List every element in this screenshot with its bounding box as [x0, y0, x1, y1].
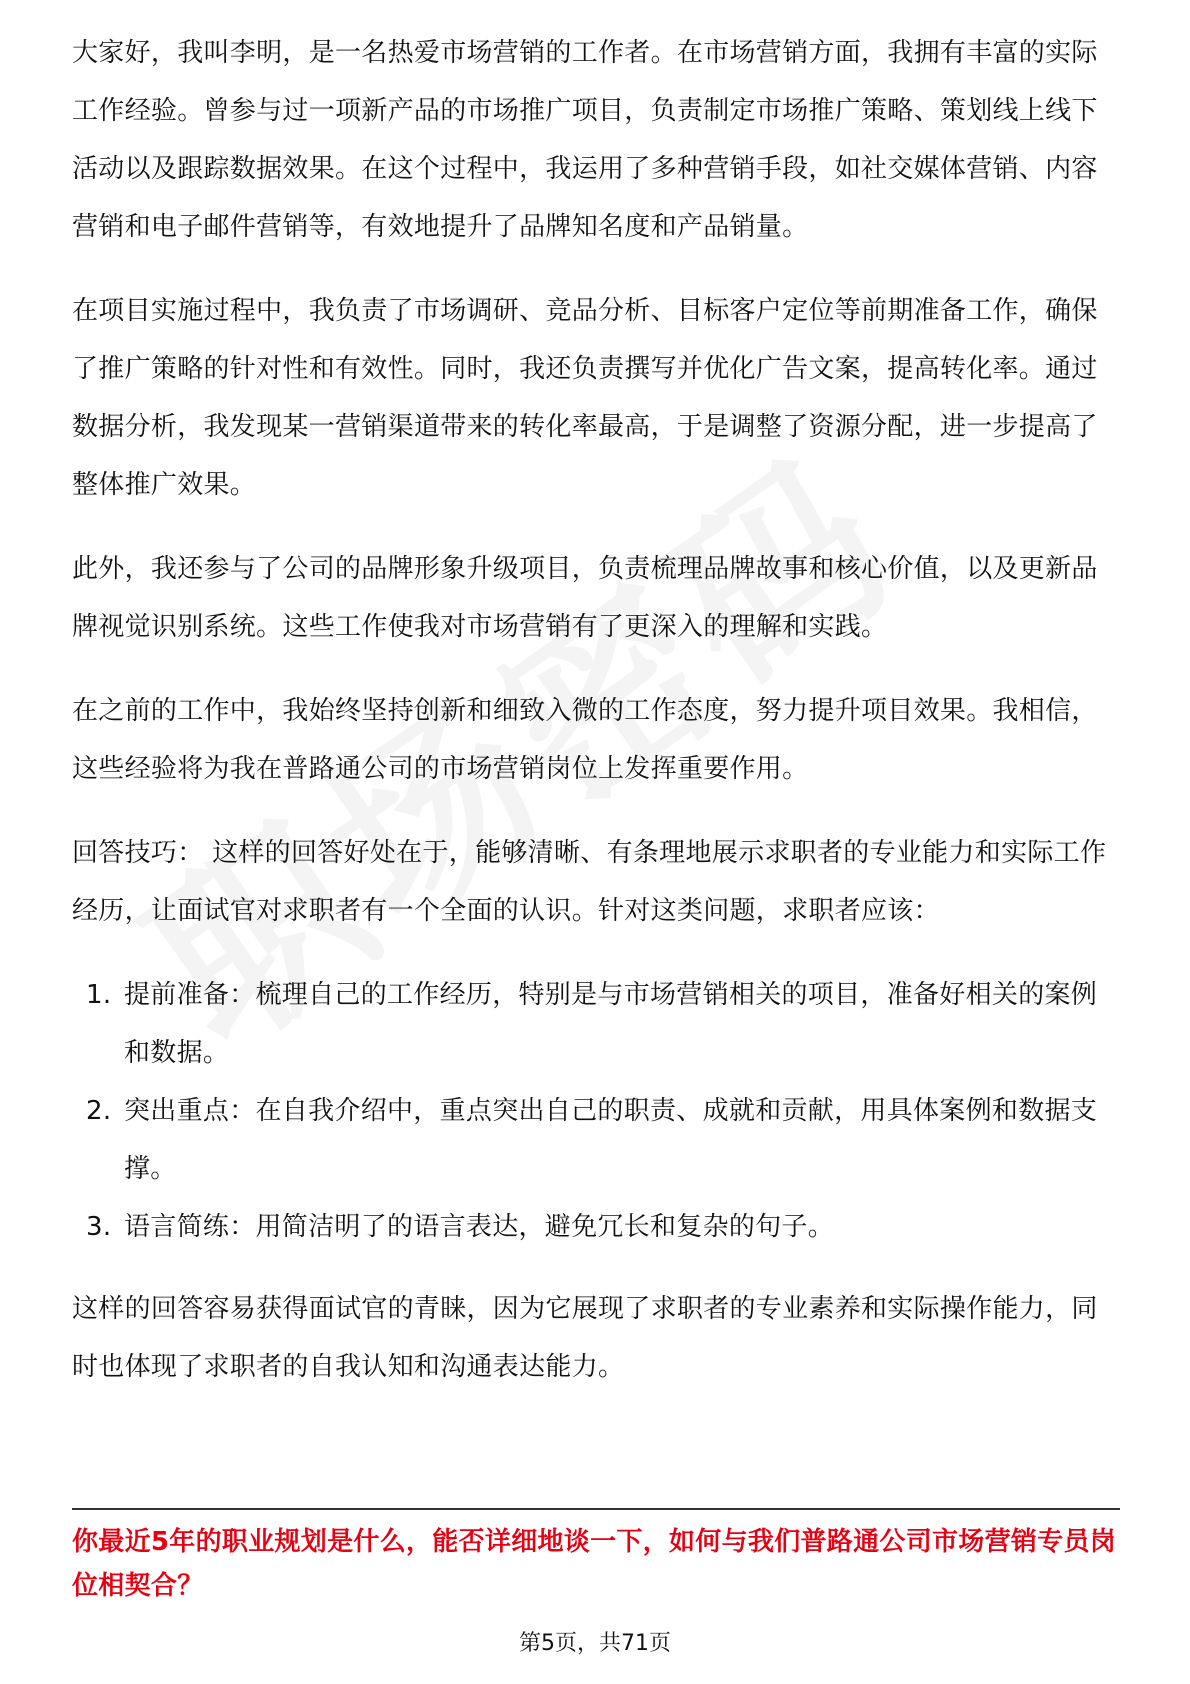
paragraph-tips-intro: 回答技巧： 这样的回答好处在于，能够清晰、有条理地展示求职者的专业能力和实际工作经历，让面试官对求职者有一个全面的认识。针对这类问题，求职者应该： — [72, 838, 1107, 926]
list-item — [72, 1198, 1122, 1256]
list-item-text: 提前准备：梳理自己的工作经历，特别是与市场营销相关的项目，准备好相关的案例和数据。 — [124, 980, 1098, 1068]
answer-body — [72, 24, 1122, 1422]
list-item-text: 语言简练：用简洁明了的语言表达，避免冗长和复杂的句子。 — [124, 1212, 835, 1242]
tips-list — [72, 966, 1122, 1256]
list-item-number: 2. — [86, 1096, 112, 1126]
list-item-number: 1. — [86, 980, 112, 1010]
list-item-number: 3. — [86, 1212, 112, 1242]
paragraph-project: 在项目实施过程中，我负责了市场调研、竞品分析、目标客户定位等前期准备工作，确保了推广策略的针对性和有效性。同时，我还负责撰写并优化广告文案，提高转化率。通过数据分析，我发现某一营销渠道带来的转化率最高，于是调整了资源分配，进一步提高了整体推广效果。 — [72, 296, 1098, 500]
page-number-footer: 第5页，共71页 — [519, 1631, 671, 1656]
next-question-heading: 你最近5年的职业规划是什么，能否详细地谈一下，如何与我们普路通公司市场营销专员岗位相契合？ — [72, 1527, 1117, 1601]
list-item-text: 突出重点：在自我介绍中，重点突出自己的职责、成就和贡献，用具体案例和数据支撑。 — [124, 1096, 1098, 1184]
list-item — [72, 966, 1122, 1082]
paragraph-brand: 此外，我还参与了公司的品牌形象升级项目，负责梳理品牌故事和核心价值，以及更新品牌视觉识别系统。这些工作使我对市场营销有了更深入的理解和实践。 — [72, 554, 1098, 642]
paragraph-closing: 这样的回答容易获得面试官的青睐，因为它展现了求职者的专业素养和实际操作能力，同时也体现了求职者的自我认知和沟通表达能力。 — [72, 1294, 1098, 1382]
list-item — [72, 1082, 1122, 1198]
section-divider — [72, 1508, 1120, 1510]
paragraph-intro: 大家好，我叫李明，是一名热爱市场营销的工作者。在市场营销方面，我拥有丰富的实际工作经验。曾参与过一项新产品的市场推广项目，负责制定市场推广策略、策划线上线下活动以及跟踪数据效果。在这个过程中，我运用了多种营销手段，如社交媒体营销、内容营销和电子邮件营销等，有效地提升了品牌知名度和产品销量。 — [72, 38, 1098, 242]
paragraph-summary: 在之前的工作中，我始终坚持创新和细致入微的工作态度，努力提升项目效果。我相信，这些经验将为我在普路通公司的市场营销岗位上发挥重要作用。 — [72, 696, 1098, 784]
